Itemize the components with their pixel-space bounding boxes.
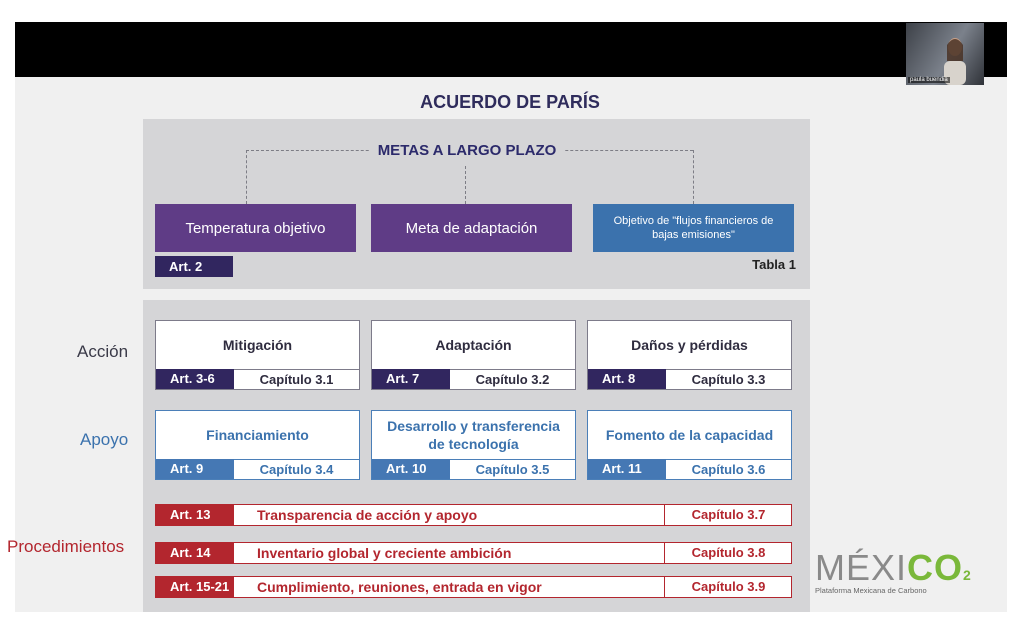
procedure-chapter: Capítulo 3.7 bbox=[664, 505, 792, 525]
procedure-row-inventario bbox=[155, 542, 792, 564]
card-title: Fomento de la capacidad bbox=[605, 427, 774, 443]
card-fomento-capacidad bbox=[587, 410, 792, 480]
card-chapter: Capítulo 3.5 bbox=[450, 459, 575, 479]
card-adaptacion bbox=[371, 320, 576, 390]
card-article: Art. 10 bbox=[372, 459, 450, 479]
card-title: Financiamiento bbox=[206, 427, 309, 443]
procedure-chapter: Capítulo 3.8 bbox=[664, 543, 792, 563]
card-chapter: Capítulo 3.3 bbox=[666, 369, 791, 389]
row-label-apoyo: Apoyo bbox=[80, 430, 129, 449]
card-danos-perdidas bbox=[587, 320, 792, 390]
participant-name-label: paula buendia bbox=[910, 77, 948, 83]
procedure-text: Inventario global y creciente ambición bbox=[257, 545, 512, 561]
card-article: Art. 8 bbox=[588, 369, 666, 389]
video-top-bar bbox=[15, 22, 1007, 77]
art-2-tag: Art. 2 bbox=[155, 256, 233, 277]
card-chapter: Capítulo 3.4 bbox=[234, 459, 359, 479]
row-label-accion: Acción bbox=[77, 342, 129, 361]
logo-subtitle: Plataforma Mexicana de Carbono bbox=[815, 586, 927, 595]
procedure-text: Transparencia de acción y apoyo bbox=[257, 507, 478, 523]
procedure-row-transparencia bbox=[155, 504, 792, 526]
card-chapter: Capítulo 3.1 bbox=[234, 369, 359, 389]
connector-left bbox=[246, 150, 247, 204]
metas-largo-plazo-heading: METAS A LARGO PLAZO bbox=[369, 142, 565, 159]
card-title: Adaptación bbox=[435, 337, 512, 353]
procedure-row-cumplimiento bbox=[155, 576, 792, 598]
logo-wordmark: MÉXICO2 bbox=[815, 547, 972, 588]
procedure-article: Art. 14 bbox=[156, 543, 234, 563]
row-label-procedimientos: Procedimientos bbox=[7, 537, 125, 556]
card-mitigacion bbox=[155, 320, 360, 390]
procedure-article: Art. 13 bbox=[156, 505, 234, 525]
mexico2-logo bbox=[815, 547, 972, 598]
goal-adaptacion: Meta de adaptación bbox=[371, 204, 572, 252]
goal-temperatura: Temperatura objetivo bbox=[155, 204, 356, 252]
card-chapter: Capítulo 3.2 bbox=[450, 369, 575, 389]
card-article: Art. 9 bbox=[156, 459, 234, 479]
card-desarrollo-tecnologia bbox=[371, 410, 576, 480]
card-chapter: Capítulo 3.6 bbox=[666, 459, 791, 479]
participant-video-thumbnail[interactable] bbox=[906, 23, 984, 85]
card-article: Art. 3-6 bbox=[156, 369, 234, 389]
slide-title: ACUERDO DE PARÍS bbox=[420, 92, 600, 112]
procedure-text: Cumplimiento, reuniones, entrada en vigor bbox=[257, 579, 542, 595]
connector-middle bbox=[465, 166, 466, 204]
tabla-label: Tabla 1 bbox=[752, 257, 796, 272]
goal-flujos-financieros: Objetivo de "flujos financieros de bajas emisiones" bbox=[593, 204, 794, 252]
card-title: Desarrollo y transferencia de tecnología bbox=[387, 418, 560, 452]
procedure-article: Art. 15-21 bbox=[156, 577, 234, 597]
card-title: Mitigación bbox=[222, 337, 293, 353]
card-article: Art. 11 bbox=[588, 459, 666, 479]
card-title: Daños y pérdidas bbox=[631, 337, 748, 353]
connector-right bbox=[693, 150, 694, 204]
card-financiamiento bbox=[155, 410, 360, 480]
card-article: Art. 7 bbox=[372, 369, 450, 389]
procedure-chapter: Capítulo 3.9 bbox=[664, 577, 792, 597]
